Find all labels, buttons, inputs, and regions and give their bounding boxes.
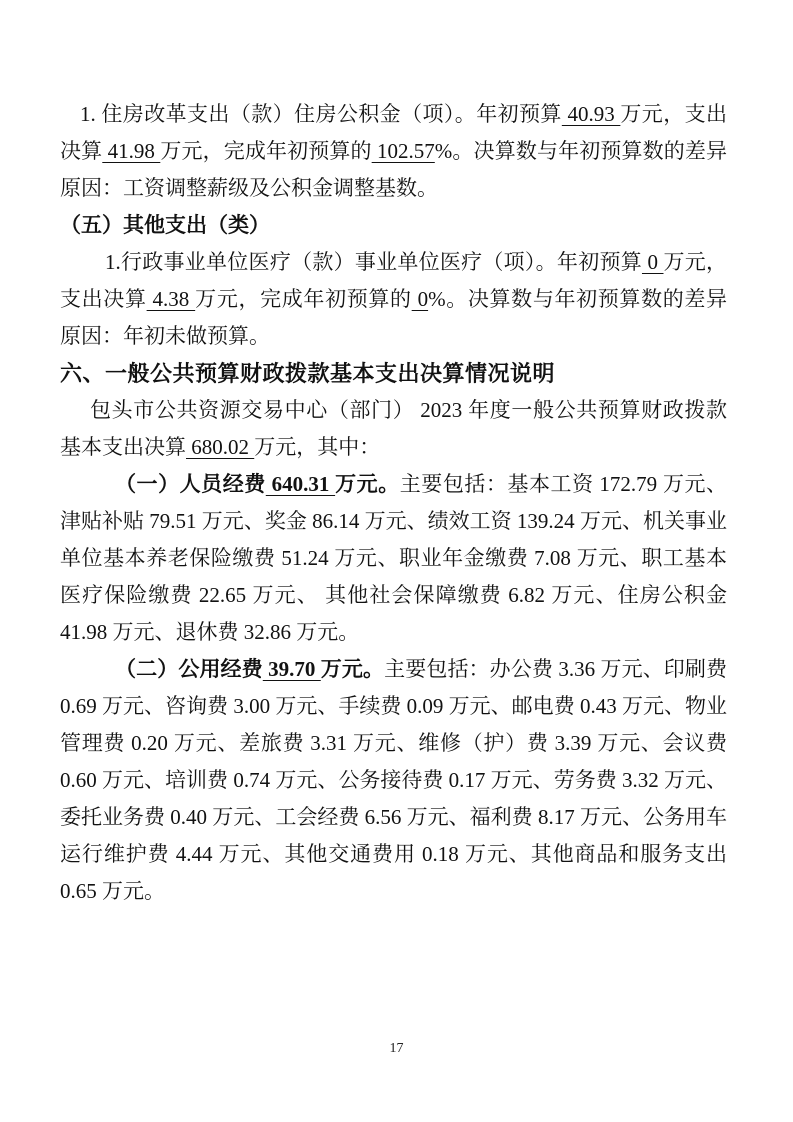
paragraph-medical	[60, 244, 727, 355]
heading-other-expenditure	[60, 207, 727, 244]
underlined-value-total: 680.02	[186, 435, 255, 459]
text-run: 万元，支出决算	[60, 250, 728, 311]
text-run: 万元，其中：	[254, 435, 381, 459]
text-run: %。决算数与年初预算数的差异原因：工资调整薪级及公积金调整基数。	[60, 139, 728, 200]
paragraph-housing-reform	[60, 96, 727, 207]
text-run: 1.行政事业单位医疗（款）事业单位医疗（项）。年初预算	[105, 250, 642, 274]
text-run: 万元，完成年初预算的	[160, 139, 372, 163]
lead-in-label: （二）公用经费	[115, 657, 263, 681]
paragraph-total-basic-expenditure	[60, 392, 727, 466]
lead-in-unit: 万元。	[320, 657, 385, 681]
paragraph-personnel-expenses	[60, 466, 727, 651]
underlined-value-final-expense: 41.98	[102, 139, 161, 163]
heading-basic-expenditure-section	[60, 355, 727, 392]
page-number: 17	[389, 1041, 404, 1056]
text-run: 1. 住房改革支出（款）住房公积金（项）。年初预算	[80, 102, 562, 126]
underlined-value-completion-percent: 102.57	[371, 139, 435, 163]
lead-in-label: （一）人员经费	[115, 472, 266, 496]
underlined-value-initial-budget: 0	[641, 250, 664, 274]
paragraph-public-expenses	[60, 651, 727, 910]
lead-in-unit: 万元。	[335, 472, 400, 496]
text-run: 包头市公共资源交易中心（部门） 2023 年度一般公共预算财政拨款基本支出决算	[60, 398, 727, 459]
heading-label: （五）其他支出（类）	[60, 213, 270, 237]
heading-label: 六、一般公共预算财政拨款基本支出决算情况说明	[60, 361, 556, 386]
text-run: 万元，完成年初预算的	[195, 287, 412, 311]
underlined-value-completion-percent: 0	[411, 287, 429, 311]
text-run: 主要包括：基本工资 172.79 万元、津贴补贴 79.51 万元、奖金 86.14 万元、绩效工资 139.24 万元、机关事业单位基本养老保险缴费 51.24 万元、职业年金缴费 7.08 万元、职工基本医疗保险缴费 22.65 万元、 其他社会保障缴费 6.82 万元、住房公积金 41.98 万元、退休费 32.86 万元。	[60, 472, 728, 644]
text-run: 主要包括：办公费 3.36 万元、印刷费 0.69 万元、咨询费 3.00 万元、手续费 0.09 万元、邮电费 0.43 万元、物业管理费 0.20 万元、差旅费 3.31 万元、维修（护）费 3.39 万元、会议费 0.60 万元、培训费 0.74 万元、公务接待费 0.17 万元、劳务费 3.32 万元、委托业务费 0.40 万元、工会经费 6.56 万元、福利费 8.17 万元、公务用车运行维护费 4.44 万元、其他交通费用 0.18 万元、其他商品和服务支出 0.65 万元。	[60, 657, 728, 903]
text-run: 万元，支出决算	[60, 102, 728, 163]
underlined-value-final-expense: 4.38	[146, 287, 196, 311]
underlined-value-initial-budget: 40.93	[561, 102, 621, 126]
underlined-value-personnel-total: 640.31	[265, 472, 336, 496]
text-run: %。决算数与年初预算数的差异原因：年初未做预算。	[60, 287, 728, 348]
underlined-value-public-total: 39.70	[262, 657, 321, 681]
